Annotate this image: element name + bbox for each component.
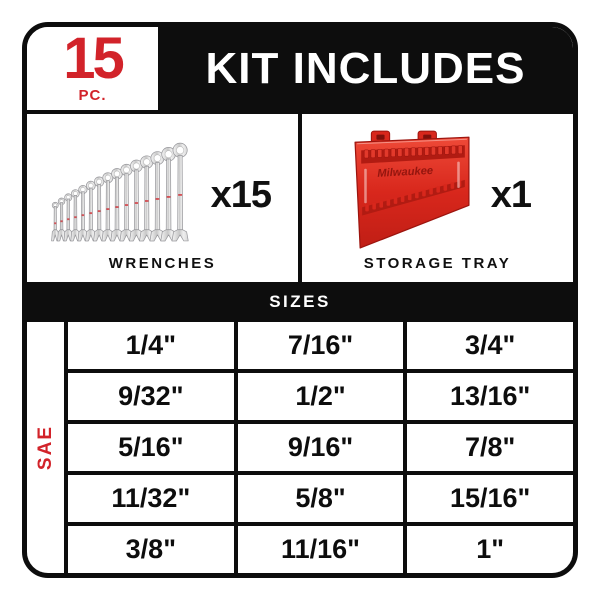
tray-brand-logo: Milwaukee [376,164,434,180]
size-cell: 1" [407,526,573,573]
wrenches-label: WRENCHES [108,255,217,272]
sizes-header-bar [27,282,573,322]
storage-tray-panel [298,114,573,282]
sae-label: SAE [34,424,56,471]
kit-card [22,22,578,578]
size-cell: 3/4" [407,322,573,369]
wrenches-panel [27,114,298,282]
size-cell: 15/16" [407,475,573,522]
size-cell: 7/16" [238,322,404,369]
size-cell: 5/8" [238,475,404,522]
size-cell: 11/16" [238,526,404,573]
size-cell: 11/32" [68,475,234,522]
sizes-table [27,322,573,573]
size-cell: 9/16" [238,424,404,471]
size-cell: 1/2" [238,373,404,420]
piece-count-unit: PC. [78,87,107,105]
kit-includes-banner [158,27,573,110]
kit-includes-title: KIT INCLUDES [205,43,526,93]
size-cell: 1/4" [68,322,234,369]
piece-count: 15 [63,25,122,91]
size-cell: 5/16" [68,424,234,471]
storage-tray-icon [350,126,474,250]
wrench-set-icon [45,136,201,244]
sae-cell [27,322,64,573]
size-cell: 9/32" [68,373,234,420]
sizes-title: SIZES [269,292,331,311]
size-cell: 13/16" [407,373,573,420]
header [27,27,573,114]
includes-section [27,114,573,282]
tray-label: STORAGE TRAY [363,255,512,272]
size-cell: 3/8" [68,526,234,573]
piece-count-badge [27,27,158,110]
tray-quantity: x1 [490,174,531,216]
size-cell: 7/8" [407,424,573,471]
wrenches-quantity: x15 [210,174,271,216]
